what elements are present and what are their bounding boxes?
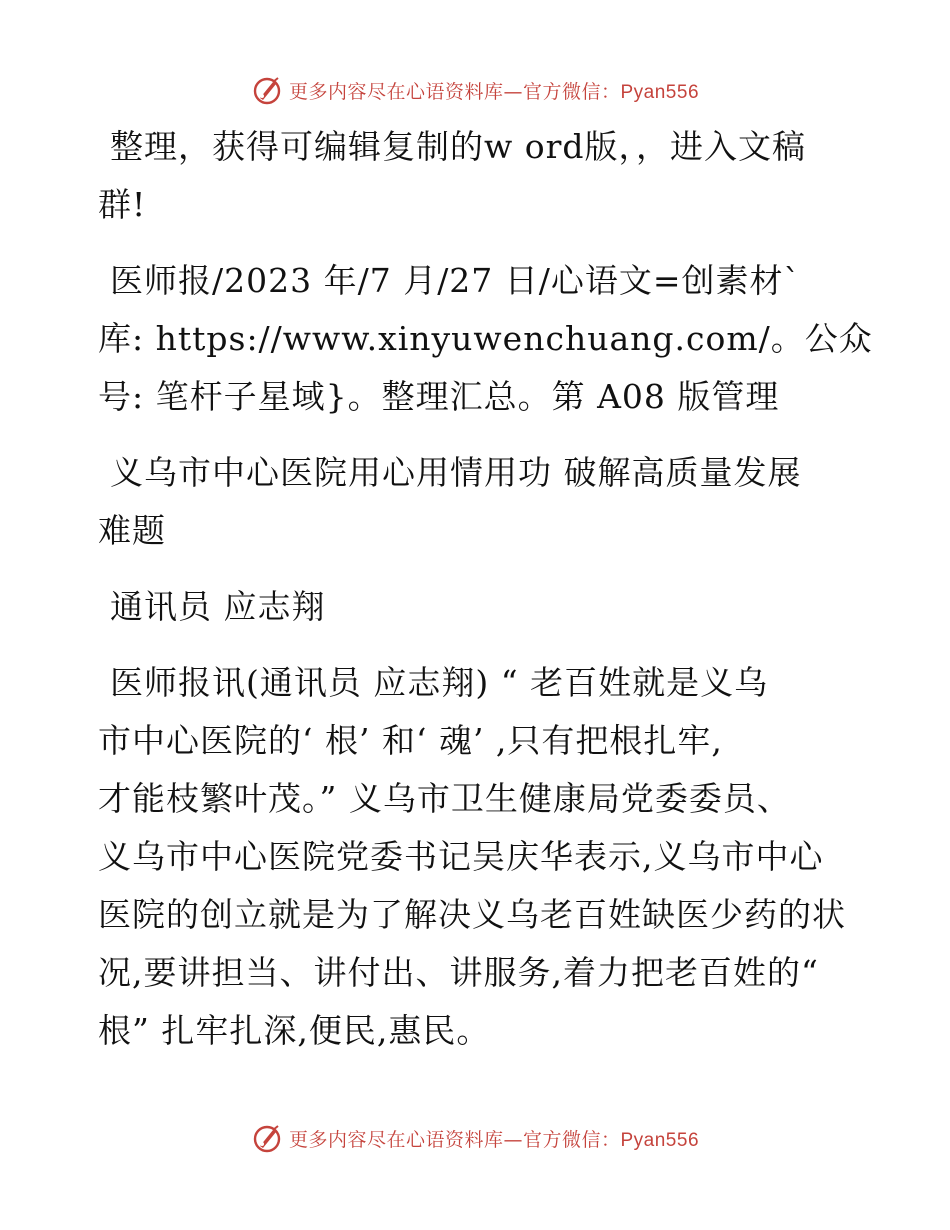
- text-line: 医师报讯(通讯员 应志翔) “ 老百姓就是义乌: [110, 663, 769, 702]
- article-title: [98, 444, 858, 560]
- paragraph-source: [98, 252, 873, 426]
- footer-watermark: [0, 1118, 950, 1158]
- watermark-text: 更多内容尽在心语资料库—官方微信：Pyan556: [288, 1128, 700, 1151]
- text-line: 根” 扎牢扎深,便民,惠民。: [98, 1011, 491, 1050]
- document-body: [98, 118, 873, 1060]
- text-line: 义乌市中心医院用心用情用功 破解高质量发展: [110, 453, 802, 492]
- text-line: 况,要讲担当、讲付出、讲服务,着力把老百姓的“: [98, 953, 819, 992]
- paragraph-body: [98, 654, 858, 1060]
- quill-pen-logo-icon: [251, 74, 283, 106]
- quill-pen-logo-icon: [251, 1122, 283, 1154]
- header-watermark: [0, 70, 950, 110]
- text-line: 市中心医院的‘ 根’ 和‘ 魂’ ,只有把根扎牢,: [98, 721, 723, 760]
- text-line: 群!: [98, 185, 147, 224]
- text-line: 号: 笔杆子星域}。整理汇总。第 A08 版管理: [98, 377, 780, 416]
- text-line: 难题: [98, 511, 166, 550]
- text-line: 整理，获得可编辑复制的w ord版，，进入文稿: [110, 127, 807, 166]
- text-line: 通讯员 应志翔: [110, 587, 326, 626]
- paragraph-intro: [98, 118, 858, 234]
- article-byline: [98, 578, 858, 636]
- text-line: 医院的创立就是为了解决义乌老百姓缺医少药的状: [98, 895, 846, 934]
- text-line: 义乌市中心医院党委书记吴庆华表示,义乌市中心: [98, 837, 824, 876]
- text-line: 才能枝繁叶茂。” 义乌市卫生健康局党委委员、: [98, 779, 791, 818]
- text-line: 库: https://www.xinyuwenchuang.com/。公众: [98, 319, 873, 358]
- watermark-text: 更多内容尽在心语资料库—官方微信：Pyan556: [288, 80, 700, 103]
- text-line: 医师报/2023 年/7 月/27 日/心语文=创素材`: [110, 261, 802, 300]
